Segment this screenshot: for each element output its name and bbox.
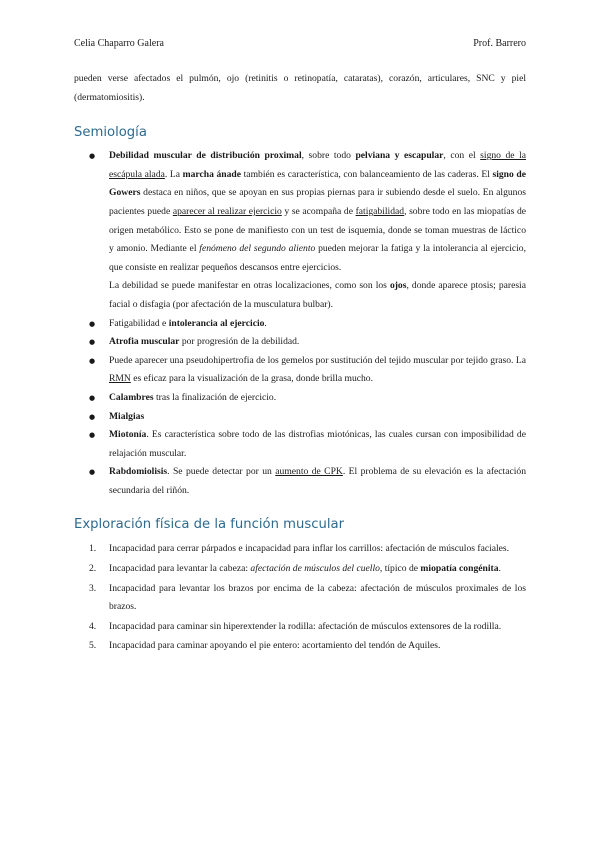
semiologia-item-debilidad xyxy=(74,147,526,314)
list-number: 4. xyxy=(89,620,97,632)
text-run: Incapacidad para caminar apoyando el pie entero: acortamiento del tendón de Aquiles. xyxy=(109,640,441,652)
exploracion-list xyxy=(74,540,526,656)
text-bold: intolerancia al ejercicio xyxy=(168,317,265,329)
list-number: 1. xyxy=(89,543,97,555)
text-bold: Calambres xyxy=(109,391,154,403)
text-bold: ojos xyxy=(389,280,407,292)
text-run: pueden mejorar la fatiga y la intolerancia al ejercicio, que consiste en realizar pequeños descansos entre ejercicios. xyxy=(109,243,526,273)
text-run: , donde aparece ptosis; paresia facial o disfagia (por afectación de la musculatura bulbar). xyxy=(109,280,526,310)
text-bold: Debilidad muscular de distribución proximal xyxy=(109,150,302,162)
semiologia-item-miotonia xyxy=(74,426,526,463)
text-bold: Mialgias xyxy=(109,410,145,422)
text-run: y se acompaña de xyxy=(281,205,356,217)
text-bold: miopatía congénita xyxy=(420,563,499,575)
text-run: Incapacidad para cerrar párpados e incapacidad para inflar los carrillos: afectación de músculos faciales. xyxy=(109,543,510,555)
semiologia-list xyxy=(74,147,526,500)
semiologia-item-mialgias xyxy=(74,408,526,427)
page-header xyxy=(74,36,526,52)
text-run: Incapacidad para levantar la cabeza: xyxy=(109,563,251,575)
text-bold: signo de Gowers xyxy=(109,168,527,199)
text-run: . Es característica sobre todo de las distrofias miotónicas, las cuales cursan con imposibilidad de relajación muscular. xyxy=(109,429,526,459)
text-underline: aparecer al realizar ejercicio xyxy=(172,205,282,217)
text-run: . xyxy=(264,317,267,329)
text-bold: Miotonía xyxy=(109,429,147,441)
text-run: , con el xyxy=(443,150,481,162)
text-run: Puede aparecer una pseudohipertrofia de los gemelos por sustitución del tejido muscular por tejido graso. La xyxy=(109,354,526,366)
text-run: , sobre todo en las miopatías de origen metabólico. Esto se pone de manifiesto con un test de isquemia, donde se toman muestras de láctico y amonio. Mediante el xyxy=(109,205,526,255)
text-italic: afectación de músculos del cuello xyxy=(250,563,380,575)
text-run: . El problema de su elevación es la afectación secundaria del riñón. xyxy=(109,466,526,496)
section-title-exploracion: Exploración física de la función muscular xyxy=(74,517,344,533)
section-title-semiologia: Semiología xyxy=(74,125,147,141)
text-run: Fatigabilidad e xyxy=(109,317,169,329)
text-bold: marcha ánade xyxy=(182,168,242,180)
semiologia-item-fatigabilidad xyxy=(74,315,526,334)
header-author: Celia Chaparro Galera xyxy=(74,38,164,49)
text-run: La debilidad se puede manifestar en otras localizaciones, como son los xyxy=(109,280,390,292)
list-number: 2. xyxy=(89,563,97,575)
text-run: , típico de xyxy=(379,563,421,575)
text-underline: fatigabilidad xyxy=(355,205,405,217)
text-run: también es característica, con balanceamiento de las caderas. El xyxy=(241,168,493,180)
exploracion-item-1 xyxy=(74,540,526,559)
text-bold: pelviana y escapular xyxy=(355,150,444,162)
text-run: destaca en niños, que se apoyan en sus propias piernas para ir subiendo desde el suelo. En algunos pacientes puede xyxy=(109,187,526,217)
page-body xyxy=(74,70,526,657)
text-run: tras la finalización de ejercicio. xyxy=(153,391,277,403)
text-run: . La xyxy=(164,168,183,180)
exploracion-item-2 xyxy=(74,560,526,579)
text-bold: Atrofia muscular xyxy=(109,336,180,348)
header-professor: Prof. Barrero xyxy=(473,38,526,49)
intro-paragraph: pueden verse afectados el pulmón, ojo (retinitis o retinopatía, cataratas), corazón, articulares, SNC y piel (dermatomiositis). xyxy=(74,73,526,103)
text-run: por progresión de la debilidad. xyxy=(179,336,300,348)
text-run: es eficaz para la visualización de la grasa, donde brilla mucho. xyxy=(130,373,373,385)
text-underline: signo de la escápula alada xyxy=(109,150,526,180)
text-underline: aumento de CPK xyxy=(275,466,343,478)
semiologia-item-calambres xyxy=(74,389,526,408)
text-run: Incapacidad para caminar sin hiperextender la rodilla: afectación de músculos extensores de la rodilla. xyxy=(109,620,502,632)
exploracion-item-5 xyxy=(74,637,526,656)
text-run: Incapacidad para levantar los brazos por encima de la cabeza: afectación de músculos proximales de los brazos. xyxy=(109,582,526,613)
semiologia-item-pseudohipertrofia xyxy=(74,352,526,389)
text-underline: RMN xyxy=(109,373,131,385)
exploracion-item-3 xyxy=(74,580,526,617)
list-number: 3. xyxy=(89,582,97,594)
text-bold: Rabdomiolisis xyxy=(109,466,168,478)
exploracion-item-4 xyxy=(74,618,526,637)
text-italic: fenómeno del segundo aliento xyxy=(199,243,316,255)
text-run: . xyxy=(498,563,501,575)
list-number: 5. xyxy=(89,640,97,652)
text-run: . Se puede detectar por un xyxy=(167,466,276,478)
semiologia-item-rabdomiolisis xyxy=(74,463,526,500)
semiologia-item-atrofia xyxy=(74,333,526,352)
semiologia-item-debilidad-second-paragraph xyxy=(109,277,526,314)
text-run: , sobre todo xyxy=(301,150,356,162)
